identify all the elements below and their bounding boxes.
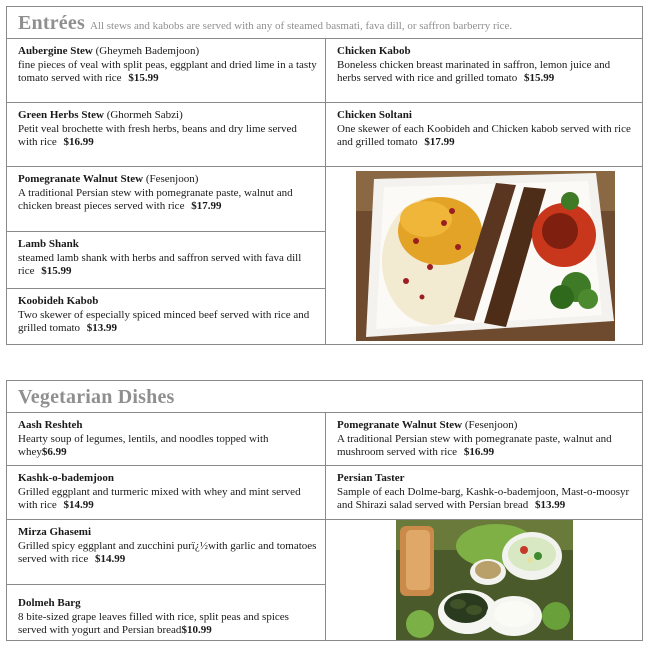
vegetarian-header bbox=[7, 381, 642, 413]
item-price: $14.99 bbox=[95, 553, 126, 565]
appetizer-platter-image bbox=[396, 520, 573, 640]
menu-item bbox=[7, 103, 325, 167]
menu-item bbox=[7, 39, 325, 103]
entrees-subtitle: All stews and kabobs are served with any of steamed basmati, fava dill, or saffron barberry rice. bbox=[89, 20, 513, 32]
menu-item bbox=[7, 585, 325, 640]
entrees-title: Entrées bbox=[18, 12, 85, 34]
item-desc: 8 bite-sized grape leaves filled with rice, split peas and spices served with yogurt and Persian bread bbox=[18, 610, 289, 636]
item-price: $17.99 bbox=[191, 200, 222, 212]
item-alt-name: (Fesenjoon) bbox=[145, 173, 199, 185]
item-price: $15.99 bbox=[128, 72, 159, 84]
entrees-section bbox=[6, 6, 643, 345]
menu-item bbox=[7, 289, 325, 344]
item-desc: Grilled spicy eggplant and zucchini purï¿½with garlic and tomatoes served with rice bbox=[18, 539, 317, 565]
item-desc: Boneless chicken breast marinated in saffron, lemon juice and herbs served with rice and grilled tomato bbox=[337, 58, 611, 84]
item-alt-name: (Gheymeh Bademjoon) bbox=[95, 45, 200, 57]
item-desc: fine pieces of veal with split peas, eggplant and dried lime in a tasty tomato served with rice bbox=[18, 58, 317, 84]
item-name: Mirza Ghasemi bbox=[18, 526, 92, 538]
menu-item bbox=[7, 520, 325, 585]
item-name: Kashk-o-bademjoon bbox=[18, 472, 114, 484]
item-name: Aash Reshteh bbox=[18, 419, 83, 431]
vegetarian-section bbox=[6, 380, 643, 641]
item-price: $10.99 bbox=[181, 624, 212, 636]
item-name: Pomegranate Walnut Stew bbox=[18, 173, 144, 185]
menu-item bbox=[325, 39, 642, 103]
menu-item bbox=[7, 466, 325, 520]
item-price: $13.99 bbox=[86, 322, 118, 334]
item-desc: steamed lamb shank with herbs and saffron served with fava dill rice bbox=[18, 251, 302, 277]
item-price: $15.99 bbox=[41, 265, 72, 277]
appetizer-platter-photo bbox=[325, 520, 642, 640]
item-name: Pomegranate Walnut Stew bbox=[337, 419, 463, 431]
item-name: Green Herbs Stew bbox=[18, 109, 104, 121]
item-price: $13.99 bbox=[534, 499, 566, 511]
menu-item bbox=[7, 413, 325, 466]
vegetarian-title: Vegetarian Dishes bbox=[18, 386, 175, 408]
item-price: $15.99 bbox=[523, 72, 555, 84]
item-alt-name: (Ghormeh Sabzi) bbox=[106, 109, 183, 121]
item-price: $16.99 bbox=[63, 136, 94, 148]
item-alt-name: (Fesenjoon) bbox=[464, 419, 518, 431]
item-desc: Sample of each Dolme-barg, Kashk-o-bademjoon, Mast-o-moosyr and Shirazi salad served with Persian bread bbox=[337, 485, 630, 511]
item-price: $6.99 bbox=[41, 446, 67, 458]
item-desc: A traditional Persian stew with pomegranate paste, walnut and mushroom served with rice bbox=[337, 432, 612, 458]
item-name: Chicken Kabob bbox=[337, 45, 411, 57]
menu-item bbox=[325, 103, 642, 167]
entrees-header bbox=[7, 7, 642, 39]
item-price: $17.99 bbox=[424, 136, 455, 148]
item-name: Dolmeh Barg bbox=[18, 597, 81, 609]
item-desc: Two skewer of especially spiced minced beef served with rice and grilled tomato bbox=[18, 308, 310, 334]
item-desc: One skewer of each Koobideh and Chicken kabob served with rice and grilled tomato bbox=[337, 122, 631, 148]
item-desc: Grilled eggplant and turmeric mixed with whey and mint served with rice bbox=[18, 485, 301, 511]
item-price: $14.99 bbox=[63, 499, 94, 511]
kabob-plate-image bbox=[356, 171, 615, 341]
item-name: Aubergine Stew bbox=[18, 45, 93, 57]
item-desc: A traditional Persian stew with pomegranate paste, walnut and chicken breast pieces served with rice bbox=[18, 186, 293, 212]
menu-item bbox=[325, 413, 642, 466]
menu-item bbox=[7, 167, 325, 232]
menu-item bbox=[325, 466, 642, 520]
item-desc: Petit veal brochette with fresh herbs, beans and dry lime served with rice bbox=[18, 122, 297, 148]
item-name: Koobideh Kabob bbox=[18, 295, 99, 307]
item-name: Lamb Shank bbox=[18, 238, 79, 250]
item-name: Persian Taster bbox=[337, 472, 405, 484]
kabob-plate-photo bbox=[325, 167, 642, 344]
item-desc: Hearty soup of legumes, lentils, and noodles topped with whey bbox=[18, 432, 269, 458]
menu-item bbox=[7, 232, 325, 289]
item-name: Chicken Soltani bbox=[337, 109, 412, 121]
item-price: $16.99 bbox=[463, 446, 495, 458]
